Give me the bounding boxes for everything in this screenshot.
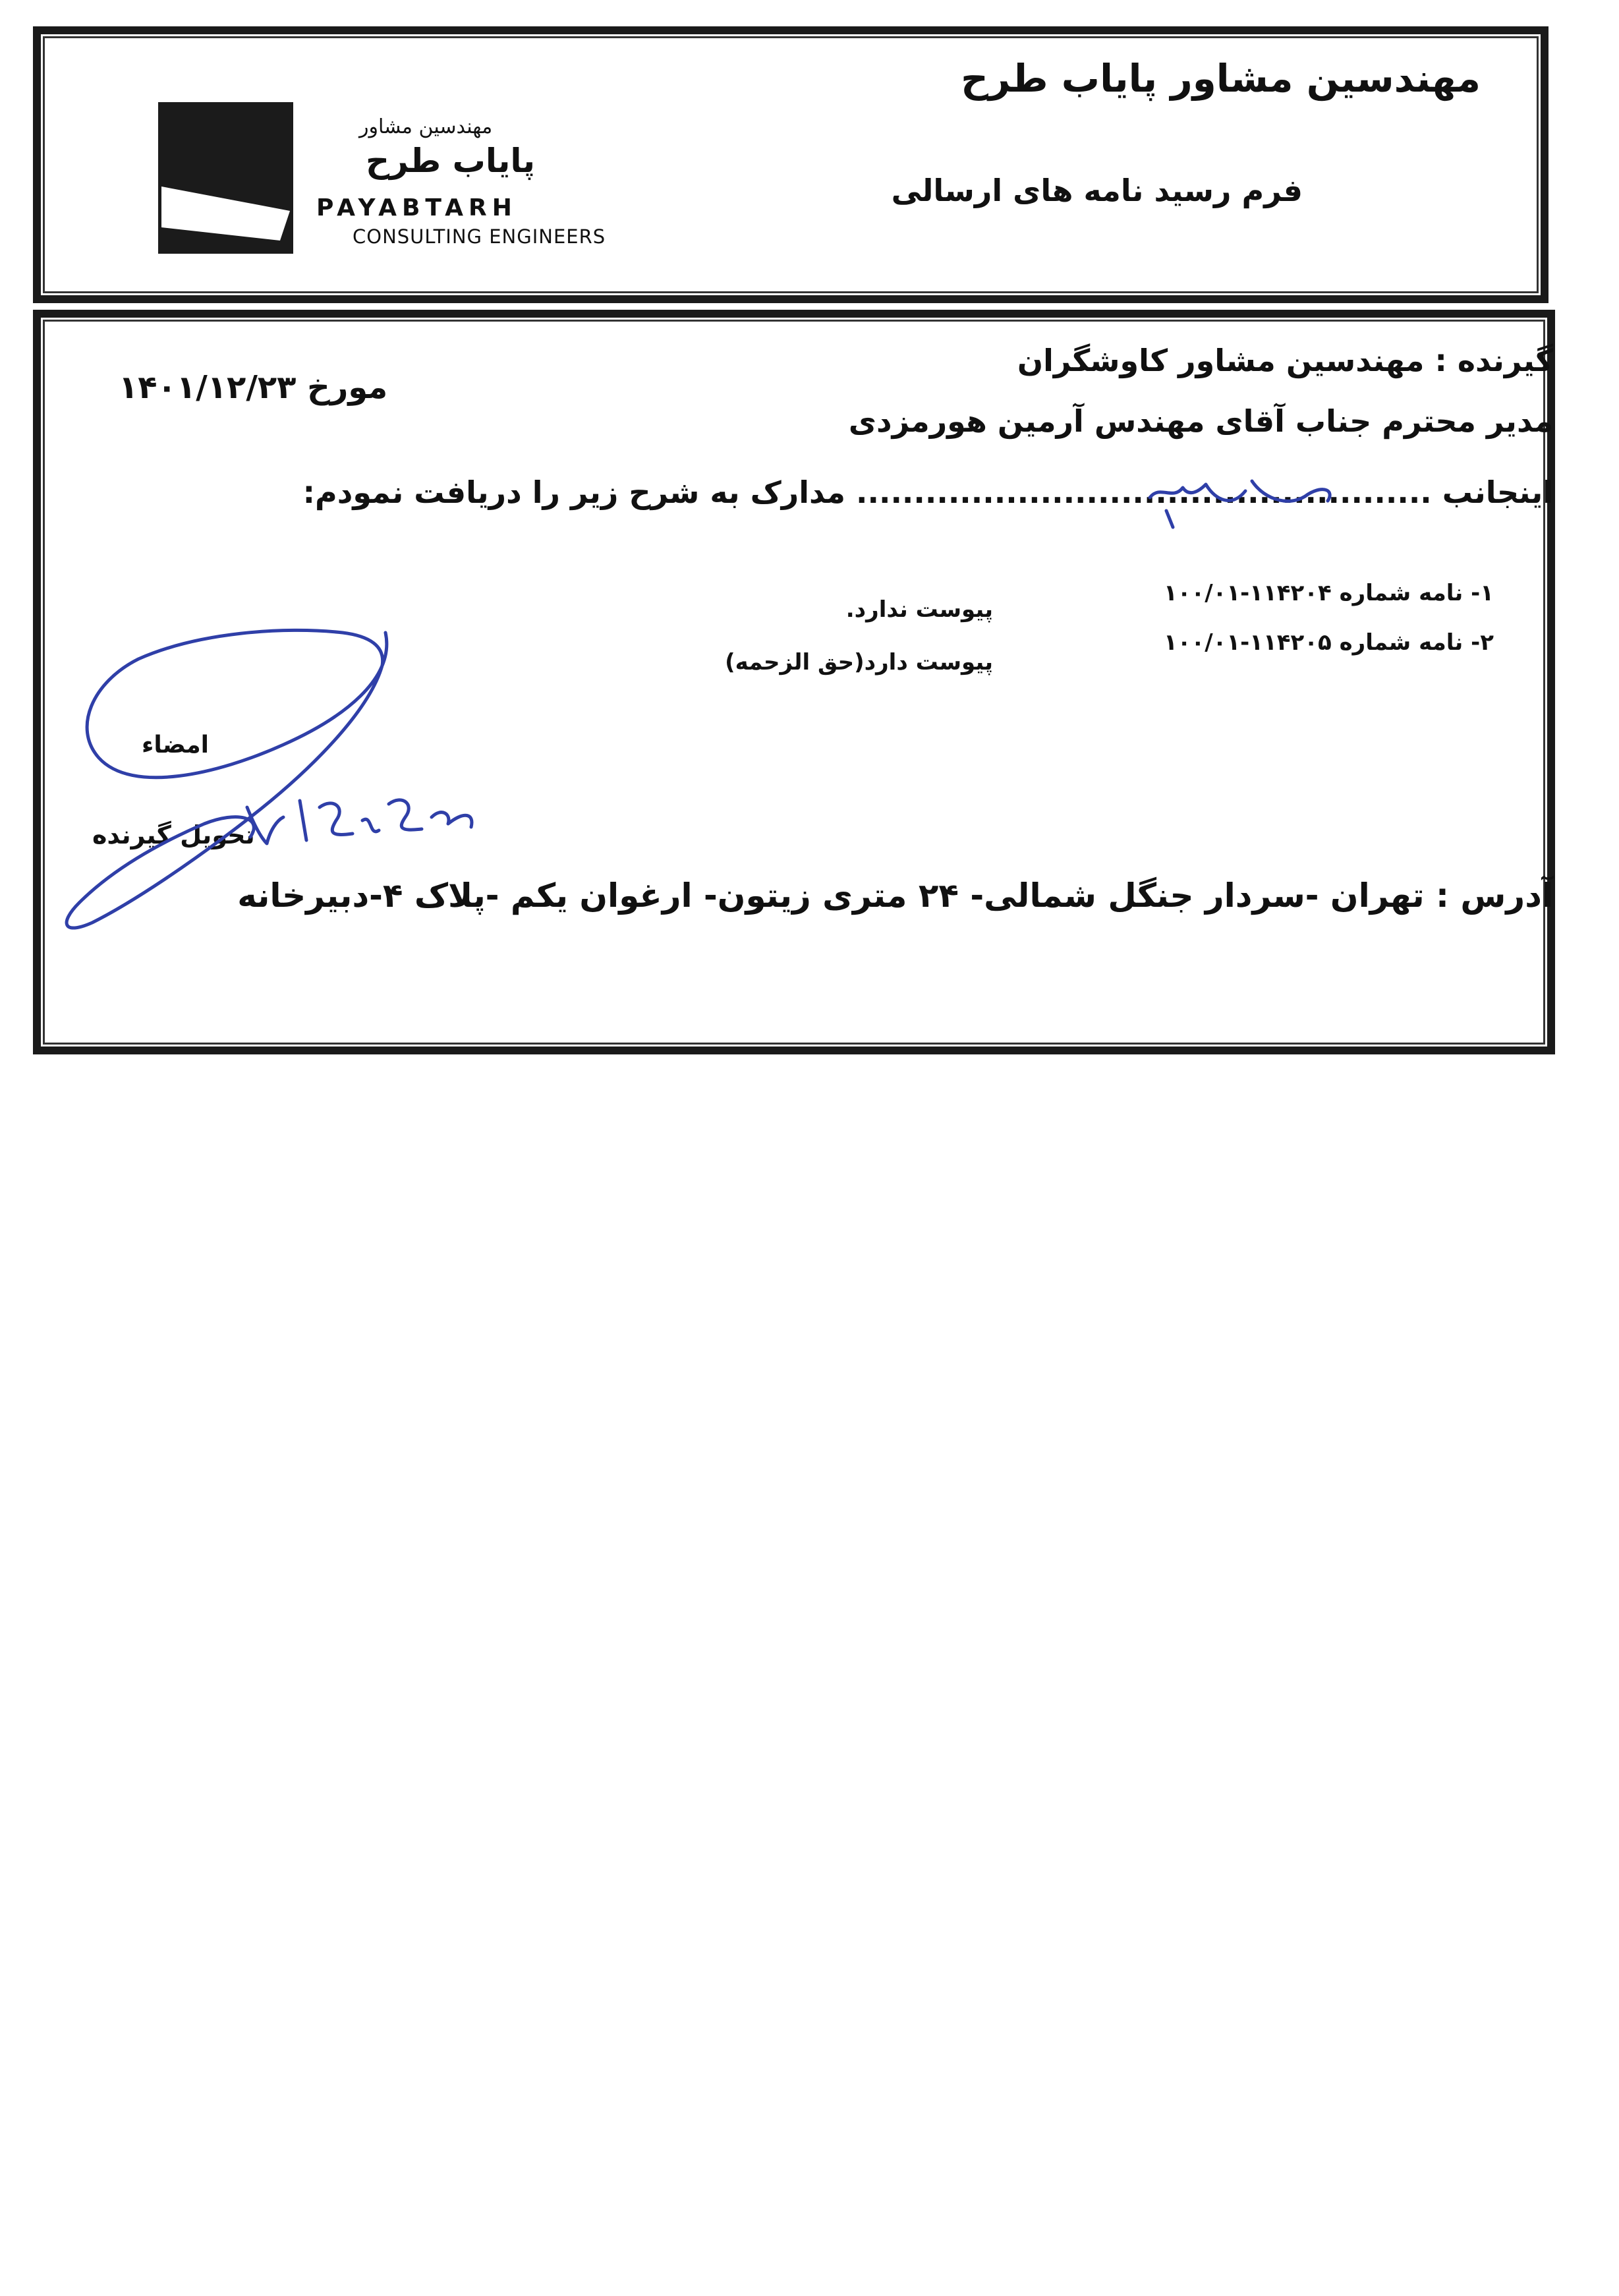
logo-persian-name: پایاب طرح <box>366 142 535 180</box>
receiver-label: تحویل گیرنده <box>92 820 255 849</box>
item-1-status: پیوست ندارد. <box>845 596 993 623</box>
recipient-line: گیرنده : مهندسین مشاور کاوشگران <box>1017 343 1553 378</box>
logo-english-name: PAYABTARH <box>316 194 517 221</box>
item-2-status: پیوست دارد(حق الزحمه) <box>725 649 993 675</box>
signature-label: امضاء <box>142 732 210 759</box>
logo-mark <box>158 102 293 254</box>
logo-persian-subtitle: مهندسین مشاور <box>359 115 493 138</box>
addressee-line: مدیر محترم جناب آقای مهندس آرمین هورمزدی <box>848 403 1553 439</box>
receipt-statement: اینجانب .................................................. مدارک به شرح زیر را دریافت نمودم: <box>302 474 1553 510</box>
logo-english-subtitle: CONSULTING ENGINEERS <box>353 225 606 248</box>
item-1-label: ۱- نامه شماره ۱۱۴۲۰۴-۱۰۰/۰۱ <box>1163 580 1494 606</box>
address-line: آدرس : تهران -سردار جنگل شمالی- ۲۴ متری زیتون- ارغوان یکم -پلاک ۴-دبیرخانه <box>237 876 1553 915</box>
date-line: مورخ ۱۴۰۱/۱۲/۲۳ <box>119 369 388 406</box>
company-title: مهندسین مشاور پایاب طرح <box>961 56 1481 101</box>
item-2-label: ۲- نامه شماره ۱۱۴۲۰۵-۱۰۰/۰۱ <box>1163 629 1494 656</box>
form-title: فرم رسید نامه های ارسالی <box>891 173 1303 208</box>
